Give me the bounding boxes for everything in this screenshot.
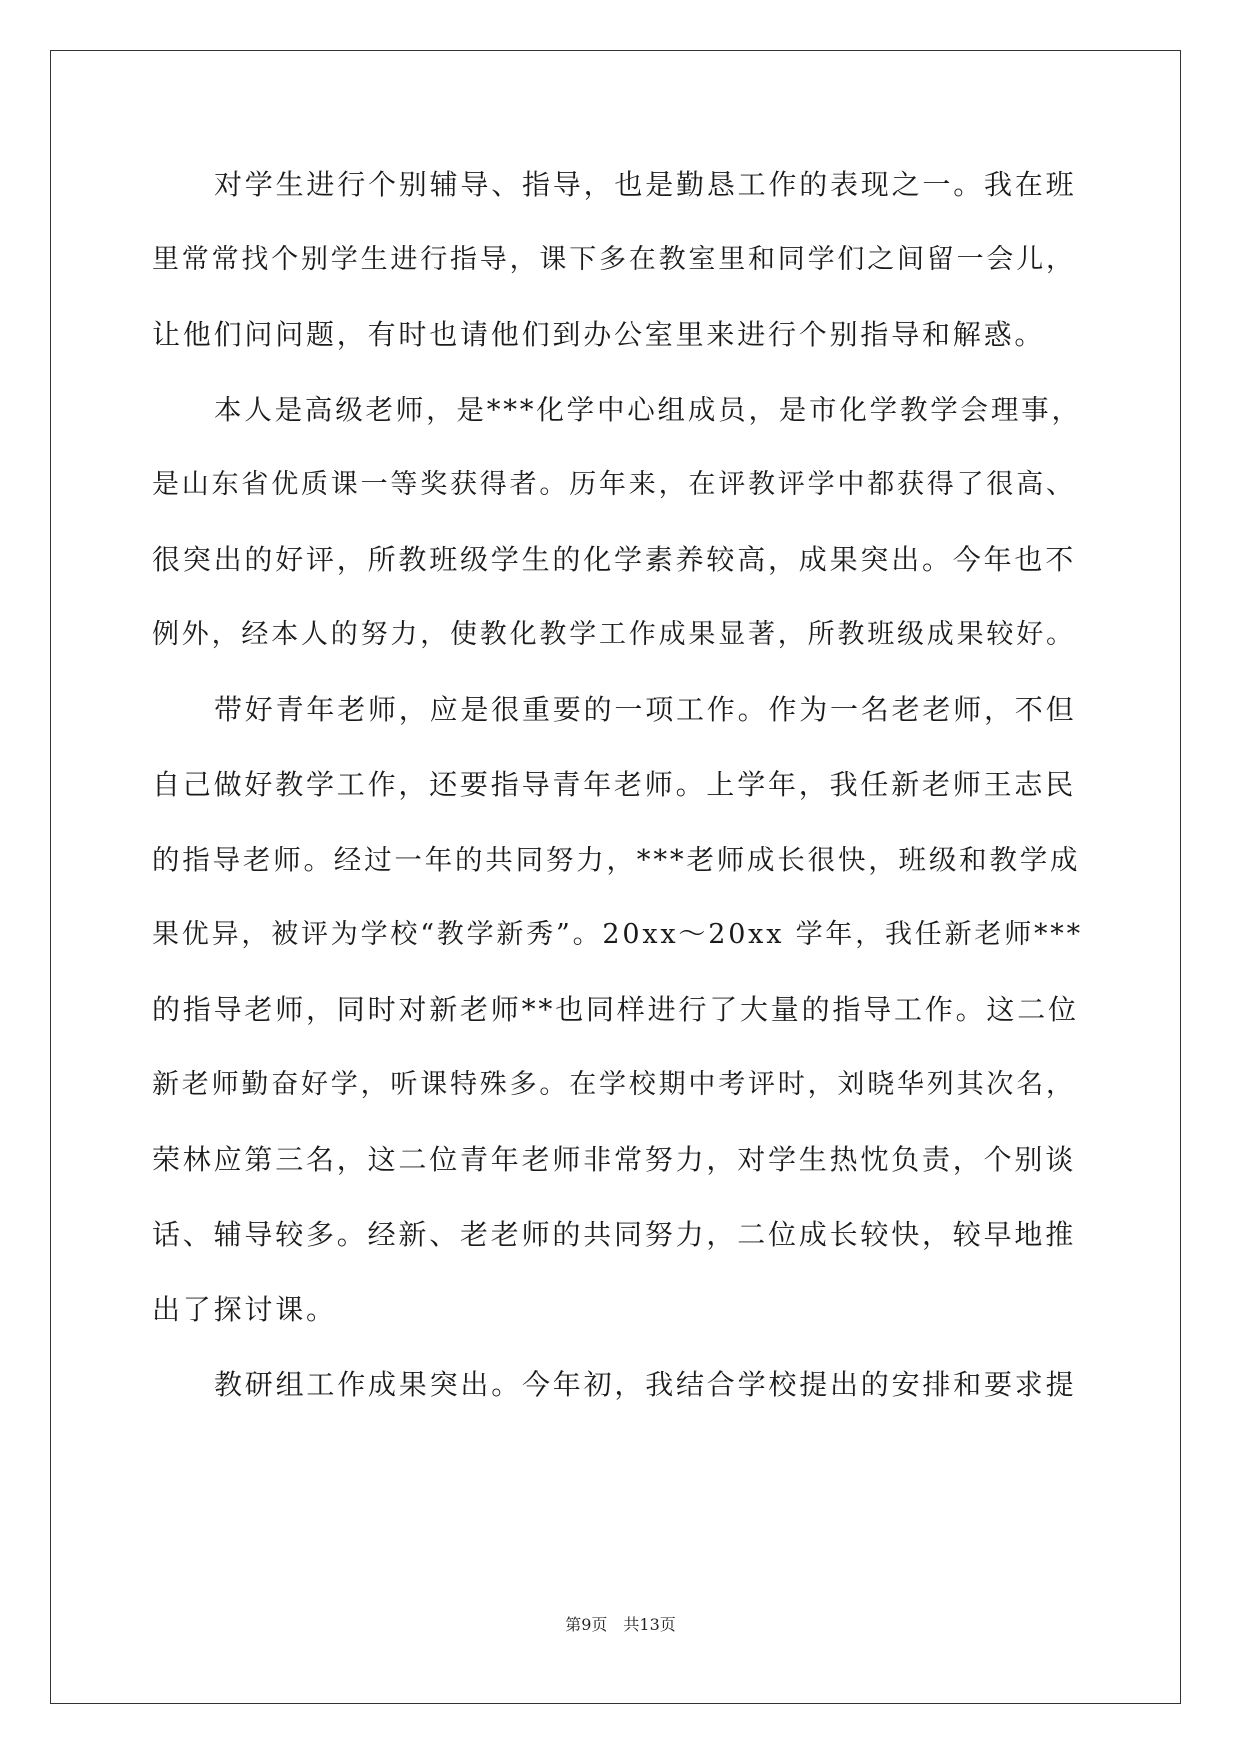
- paragraph-line: 很突出的好评，所教班级学生的化学素养较高，成果突出。今年也不: [152, 543, 1077, 576]
- paragraph-line: 果优异，被评为学校“教学新秀”。20xx～20xx 学年，我任新老师***: [152, 919, 1083, 950]
- paragraph-line: 新老师勤奋好学，听课特殊多。在学校期中考评时，刘晓华列其次名，: [152, 1069, 1076, 1100]
- paragraph-line: 的指导老师，同时对新老师**也同样进行了大量的指导工作。这二位: [152, 993, 1079, 1026]
- paragraph-line: 荣林应第三名，这二位青年老师非常努力，对学生热忱负责，个别谈: [152, 1143, 1077, 1176]
- paragraph-line: 本人是高级老师，是***化学中心组成员，是市化学教学会理事，: [214, 394, 1082, 426]
- page-number-footer: 第9页 共13页: [565, 1615, 676, 1634]
- paragraph-line: 自己做好教学工作，还要指导青年老师。上学年，我任新老师王志民: [152, 768, 1077, 801]
- paragraph-line: 出了探讨课。: [152, 1293, 337, 1326]
- paragraph-line: 让他们问问题，有时也请他们到办公室里来进行个别指导和解惑。: [152, 318, 1046, 351]
- paragraph-line: 里常常找个别学生进行指导，课下多在教室里和同学们之间留一会儿，: [152, 244, 1076, 275]
- paragraph-line: 带好青年老师，应是很重要的一项工作。作为一名老老师，不但: [214, 693, 1077, 726]
- paragraph-line: 话、辅导较多。经新、老老师的共同努力，二位成长较快，较早地推: [152, 1218, 1077, 1251]
- paragraph-line: 的指导老师。经过一年的共同努力，***老师成长很快，班级和教学成: [152, 844, 1081, 876]
- paragraph-line: 是山东省优质课一等奖获得者。历年来，在评教评学中都获得了很高、: [152, 469, 1076, 500]
- paragraph-line: 对学生进行个别辅导、指导，也是勤恳工作的表现之一。我在班: [214, 168, 1077, 201]
- paragraph-line: 教研组工作成果突出。今年初，我结合学校提出的安排和要求提: [214, 1368, 1077, 1401]
- paragraph-line: 例外，经本人的努力，使教化教学工作成果显著，所教班级成果较好。: [152, 619, 1076, 650]
